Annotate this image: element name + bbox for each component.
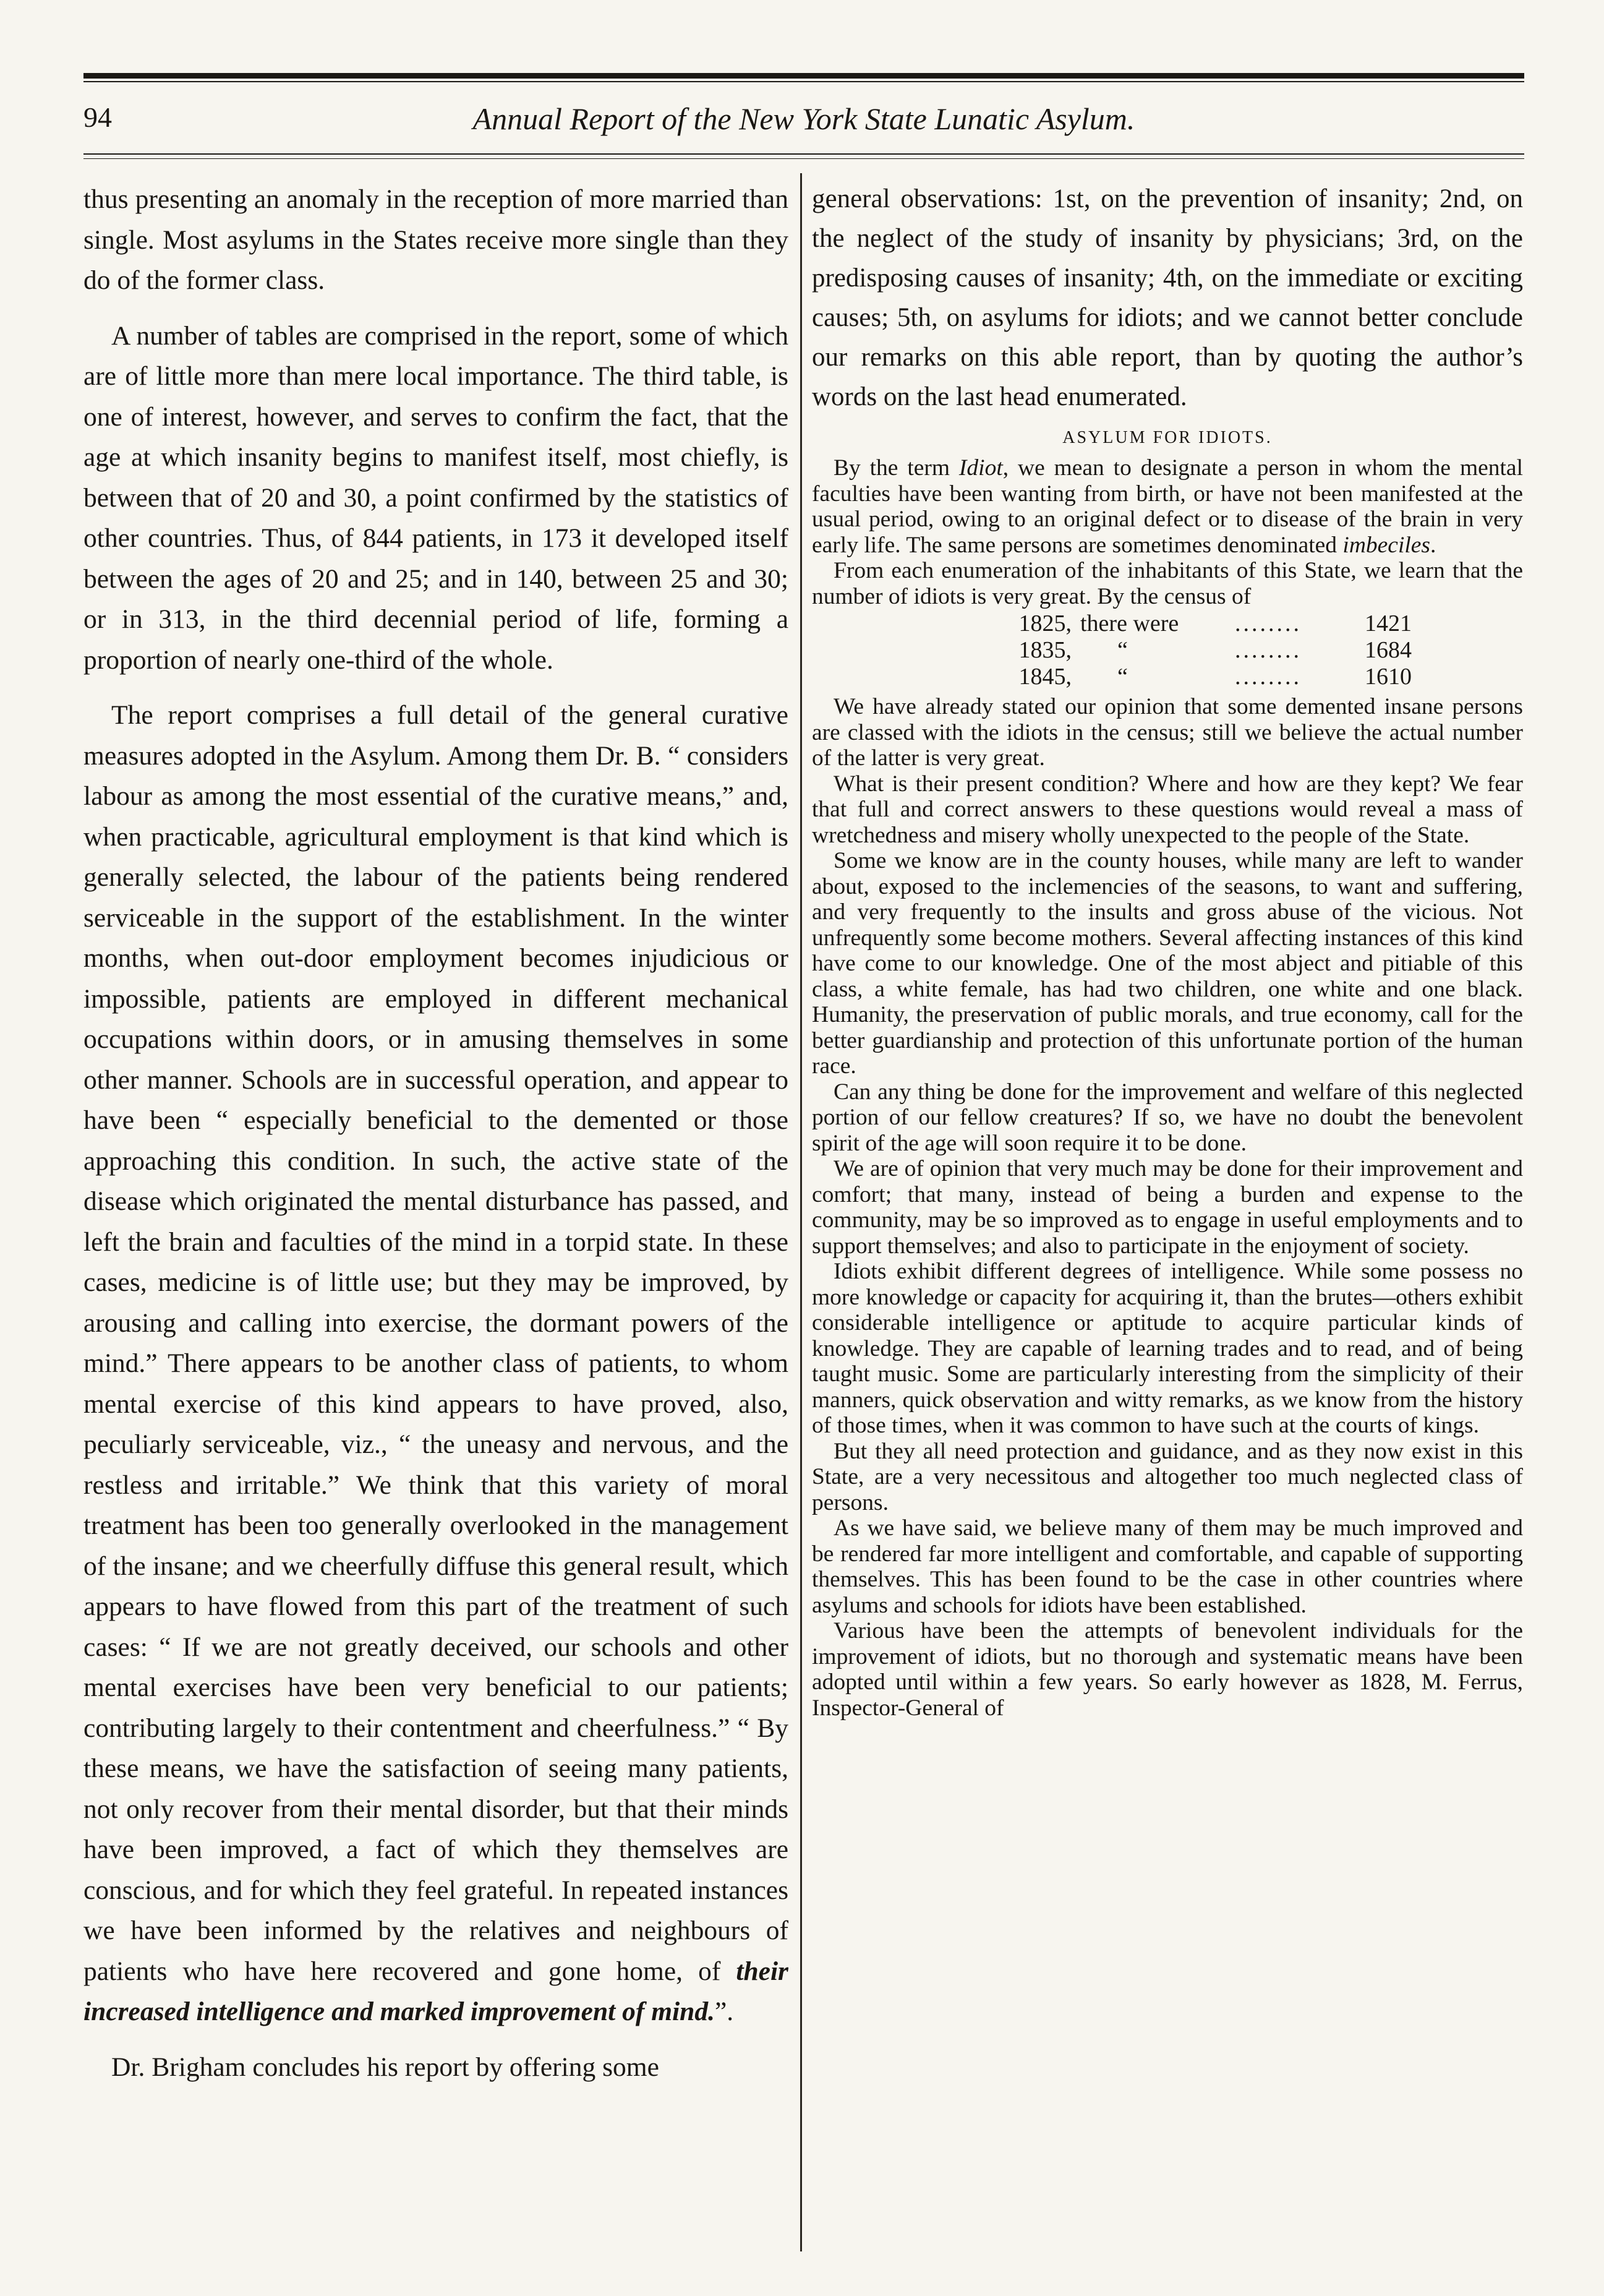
paragraph: As we have said, we believe many of them may be much improved and be rendered far more intelligent and comfortable, and capable of supporting themselves. This has been found to be the case in other countries where asylums and schools for idiots have been established.	[812, 1515, 1523, 1618]
census-row	[812, 637, 1523, 664]
section-heading: ASYLUM FOR IDIOTS.	[1062, 428, 1273, 447]
paragraph: Various have been the attempts of benevolent individuals for the improvement of idiots, but no thorough and systematic means have been adopted until within a few years. So early however as 1828, M. Ferrus, Inspector-General of	[812, 1618, 1523, 1721]
emphasized-quote: their increased intelligence and marked improvement of mind.	[83, 1956, 788, 2026]
census-year: 1845,	[1018, 664, 1072, 690]
header-rule-2	[83, 158, 1524, 159]
paragraph: What is their present condition? Where and how are they kept? We fear that full and correct answers to these questions would reveal a mass of wretchedness and misery wholly unexpected to the people of the State.	[812, 771, 1523, 848]
text-run: .	[1430, 532, 1436, 558]
top-rule	[83, 73, 1524, 79]
paragraph: Some we know are in the county houses, while many are left to wander about, exposed to the inclemencies of the seasons, to want and suffering, and very frequently to the insults and gross abuse of the vicious. Not unfrequently some become mothers. Several affecting instances of this kind have come to our knowledge. One of the most abject and pitiable of this class, a white female, has had two children, one white and one black. Humanity, the preservation of public morals, and true economy, call for the better guardianship and protection of this unfortunate portion of the human race.	[812, 848, 1523, 1079]
census-row	[812, 610, 1523, 637]
paragraph: We have already stated our opinion that some demented insane persons are classed with the idiots in the census; still we believe the actual number of the latter is very great.	[812, 694, 1523, 771]
paragraph: But they all need protection and guidance, and as they now exist in this State, are a very necessitous and altogether too much neglected class of persons.	[812, 1438, 1523, 1515]
paragraph: We are of opinion that very much may be done for their improvement and comfort; that many, instead of being a burden and expense to the community, may be so improved as to engage in useful employments and to support themselves; and also to participate in the enjoyment of society.	[812, 1156, 1523, 1259]
header-rule	[83, 153, 1524, 155]
census-count: 1421	[1365, 610, 1412, 636]
leader-dots: ........	[1235, 637, 1302, 663]
term: Idiot	[958, 455, 1003, 481]
census-label: “	[1117, 637, 1128, 663]
census-count: 1610	[1365, 664, 1412, 690]
leader-dots: ........	[1235, 610, 1302, 636]
paragraph: A number of tables are comprised in the report, some of which are of little more than mere local importance. The third table, is one of interest, however, and serves to confirm the fact, that the age at which insanity begins to manifest itself, most chiefly, is between that of 20 and 30, a point confirmed by the statistics of other countries. Thus, of 844 patients, in 173 it developed itself between the ages of 20 and 25; and in 140, between 25 and 30; or in 313, in the third decennial period of life, forming a proportion of nearly one-third of the whole.	[83, 320, 788, 675]
paragraph	[83, 695, 788, 2033]
top-rule-thin	[83, 81, 1524, 82]
text-run: , we mean to designate a person in whom the mental faculties have been wanting from birth, or have not been manifested at the usual period, owing to an original defect or to disease of the brain in very early life. The same persons are sometimes denominated	[812, 455, 1523, 558]
census-label: “	[1117, 664, 1128, 690]
paragraph-tail: ”.	[714, 1997, 734, 2026]
census-count: 1684	[1365, 637, 1412, 663]
leader-dots: ........	[1235, 664, 1302, 690]
paragraph: general observations: 1st, on the prevention of insanity; 2nd, on the neglect of the study of insanity by physicians; 3rd, on the predisposing causes of insanity; 4th, on the immediate or exciting causes; 5th, on asylums for idiots; and we cannot better conclude our remarks on this able report, than by quoting the author’s words on the last head enumerated.	[812, 184, 1523, 411]
paragraph: Can any thing be done for the improvement and welfare of this neglected portion of our fellow creatures? If so, we have no doubt the benevolent spirit of the age will soon require it to be done.	[812, 1079, 1523, 1156]
column-divider	[800, 173, 802, 2251]
definition-paragraph	[812, 455, 1523, 558]
page-number: 94	[83, 101, 112, 133]
census-year: 1825,	[1018, 610, 1072, 636]
left-column	[83, 179, 788, 2270]
running-header	[83, 90, 1524, 145]
quoted-section	[812, 455, 1523, 1721]
text-run: By the term	[834, 455, 959, 481]
paragraph: Idiots exhibit different degrees of intelligence. While some possess no more knowledge or capacity for acquiring it, than the brutes—others exhibit considerable intelligence or aptitude to acquire particular kinds of knowledge. They are capable of learning trades and to read, and of being taught music. Some are particularly interesting from the simplicity of their manners, quick observation and witty remarks, as we know from the history of those times, when it was common to have such at the courts of kings.	[812, 1259, 1523, 1438]
census-table	[812, 610, 1523, 690]
census-intro: From each enumeration of the inhabitants of this State, we learn that the number of idiots is very great. By the census of	[812, 558, 1523, 609]
right-column	[812, 179, 1523, 2270]
census-year: 1835,	[1018, 637, 1072, 663]
running-title: Annual Report of the New York State Lunatic Asylum.	[472, 101, 1135, 136]
paragraph-text: The report comprises a full detail of the general curative measures adopted in the Asylum. Among them Dr. B. “ considers labour as among the most essential of the curative means,” and, when practicable, agricultural employment is that kind which is generally selected, the labour of the patients being rendered serviceable in the support of the establishment. In the winter months, when out-door employment becomes injudicious or impossible, patients are employed in different mechanical occupations within doors, or in amusing themselves in some other manner. Schools are in successful operation, and appear to have been “ especially beneficial to the demented or those approaching this condition. In such, the active state of the disease which originated the mental disturbance has passed, and left the brain and faculties of the mind in a torpid state. In these cases, medicine is of little use; but they may be improved, by arousing and calling into exercise, the dormant powers of the mind.” There appears to be another class of patients, to whom mental exercise of this kind appears to have proved, also, peculiarly serviceable, viz., “ the uneasy and nervous, and the restless and irritable.” We think that this variety of moral treatment has been too generally overlooked in the management of the insane; and we cheerfully diffuse this general result, which appears to have flowed from this part of the treatment of such cases: “ If we are not greatly deceived, our schools and other mental exercises have been very beneficial to our patients; contributing largely to their contentment and cheerfulness.” “ By these means, we have the satisfaction of seeing many patients, not only recover from their mental disorder, but that their minds have been improved, a fact of which they themselves are conscious, and for which they feel grateful. In repeated instances we have been informed by the relatives and neighbours of patients who have here recovered and gone home, of	[83, 700, 788, 1986]
paragraph: Dr. Brigham concludes his report by offering some	[111, 2052, 659, 2082]
census-label: there were	[1080, 610, 1179, 636]
paragraph: thus presenting an anomaly in the reception of more married than single. Most asylums in the States receive more single than they do of the former class.	[83, 184, 788, 295]
census-row	[812, 664, 1523, 690]
term: imbeciles	[1342, 532, 1431, 558]
